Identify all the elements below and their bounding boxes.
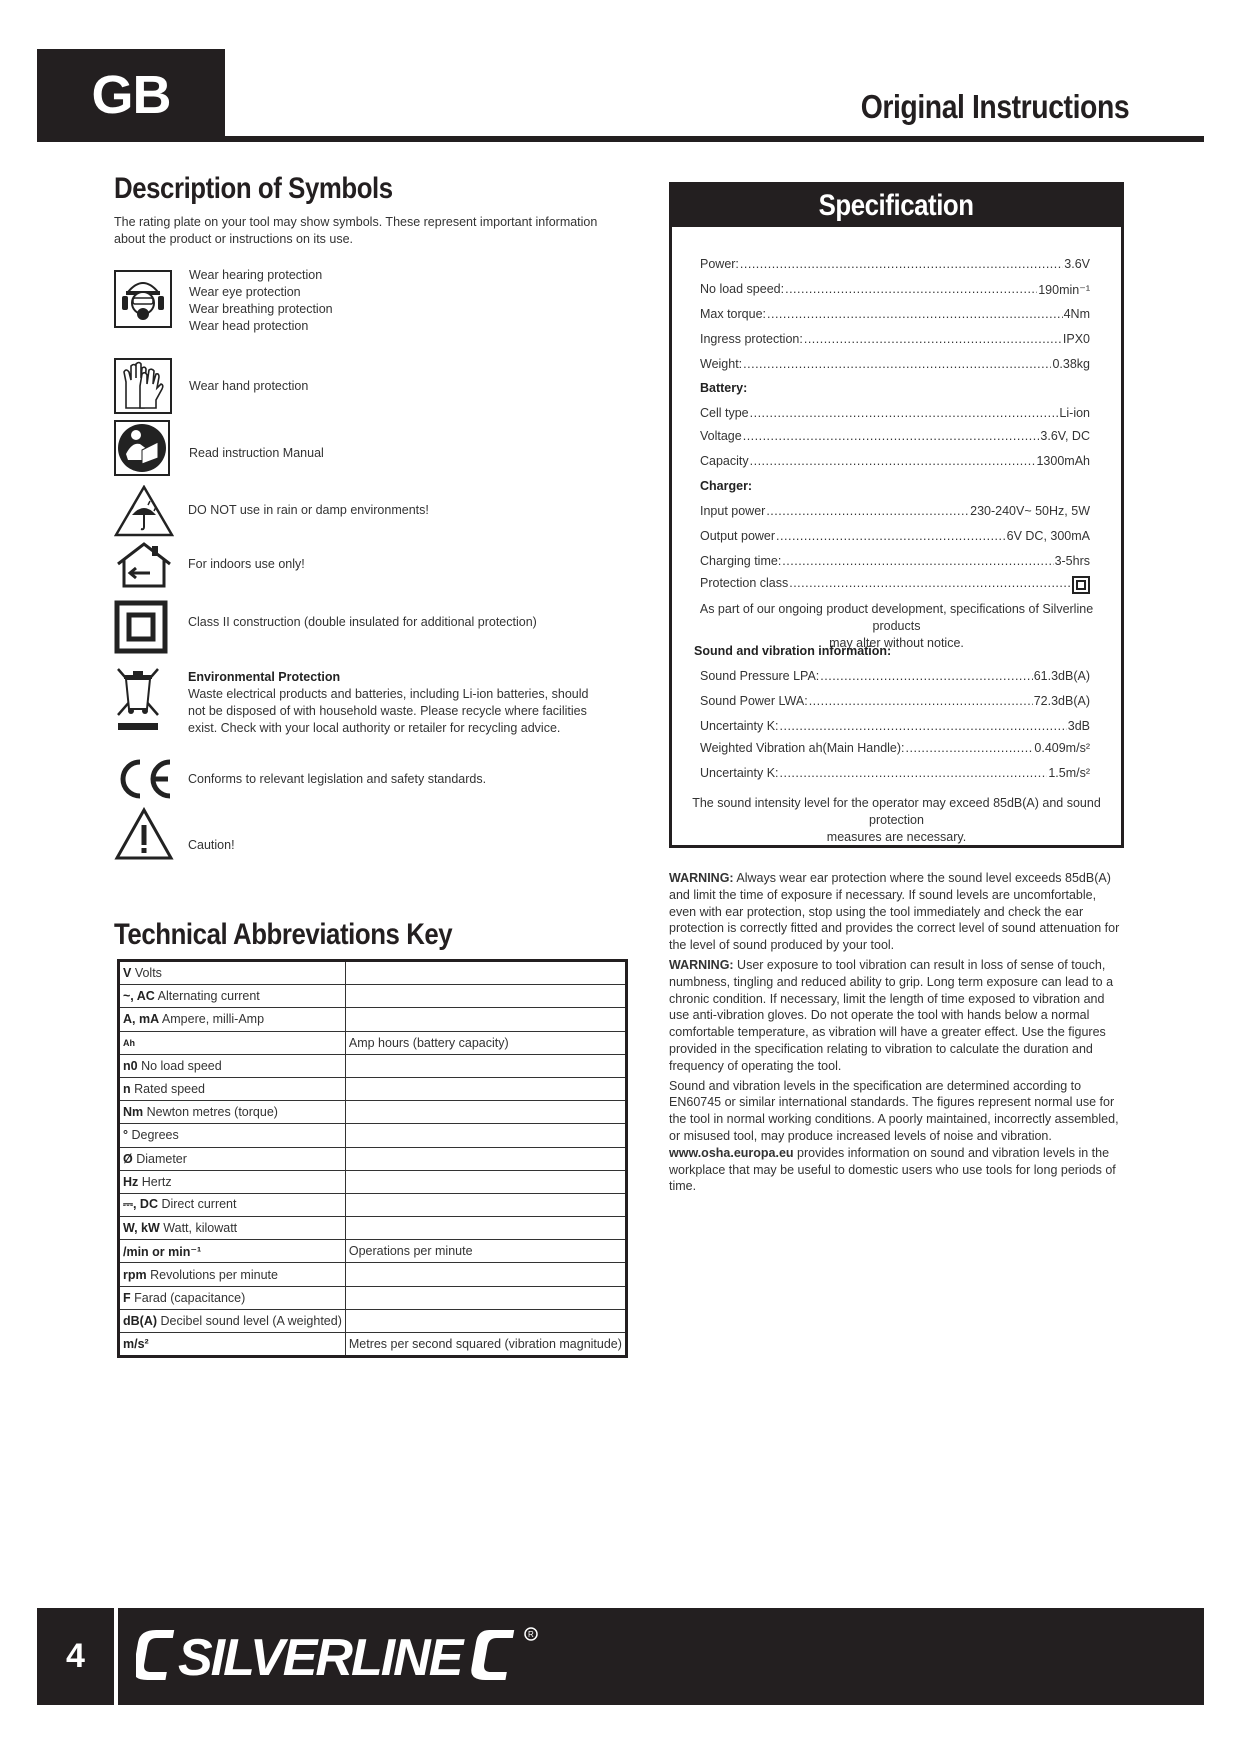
abbreviation-meaning (345, 1077, 626, 1100)
abbreviation-row (119, 1054, 627, 1077)
ppe-eye: Wear eye protection (189, 285, 301, 299)
abbreviation-row (119, 1193, 627, 1216)
abbreviation-description: Ampere, milli-Amp (161, 1012, 265, 1027)
abbreviation-code: m/s² (123, 1337, 149, 1352)
ppe-icon (114, 270, 172, 328)
abbreviation-meaning (345, 1124, 626, 1147)
spec-row: Uncertainty K: ..... 3dB (700, 719, 1090, 733)
abbreviation-code: V (123, 966, 132, 981)
symbols-intro-line: about the product or instructions on its use. (114, 232, 354, 246)
spec-note-line: may alter without notice. (829, 636, 964, 650)
page-title: Original Instructions (860, 88, 1129, 125)
footer-separator (114, 1608, 118, 1705)
specification-panel (669, 182, 1124, 848)
spec-row: Protection class ..... (700, 576, 1090, 594)
abbreviation-meaning (345, 1147, 626, 1170)
spec-row: Weight: ..... 0.38kg (700, 357, 1090, 371)
glove-icon (114, 358, 172, 414)
warning-ear (669, 870, 1124, 954)
header-rule (37, 136, 1204, 142)
abbreviation-description: Direct current (161, 1197, 237, 1212)
spec-row: Output power ..... 6V DC, 300mA (700, 529, 1090, 543)
abbreviation-description: Decibel sound level (A weighted) (160, 1313, 342, 1328)
abbreviation-description: Volts (134, 966, 162, 981)
abbreviation-description: Watt, kilowatt (163, 1221, 238, 1236)
abbreviation-term (119, 1170, 346, 1193)
abbreviation-term (119, 1309, 346, 1332)
sound-note-line: measures are necessary. (826, 830, 967, 844)
abbreviation-description: Farad (capacitance) (134, 1290, 246, 1305)
abbreviation-term (119, 961, 346, 985)
spec-row: Sound Power LWA: ..... 72.3dB(A) (700, 694, 1090, 708)
spec-row: Input power ..... 230-240V~ 50Hz, 5W (700, 504, 1090, 518)
warnings-block (669, 870, 1124, 1198)
abbreviation-row (119, 1309, 627, 1332)
abbreviation-row (119, 1147, 627, 1170)
read-manual-text: Read instruction Manual (189, 446, 324, 460)
battery-heading: Battery: (700, 381, 748, 395)
abbreviation-meaning (345, 961, 626, 985)
sound-note (682, 795, 1111, 846)
brand-wordmark: SILVERLINE (178, 1629, 462, 1687)
abbreviation-term (119, 985, 346, 1008)
class-ii-icon (114, 600, 168, 654)
symbols-intro (114, 214, 597, 248)
warning-label: WARNING: (669, 957, 734, 972)
abbreviation-row (119, 1240, 627, 1263)
abbreviations-heading: Technical Abbreviations Key (114, 918, 453, 951)
osha-link[interactable]: www.osha.europa.eu (669, 1145, 794, 1160)
abbreviation-meaning (345, 1263, 626, 1286)
abbreviation-code: ~, AC (123, 989, 155, 1004)
symbols-intro-line: The rating plate on your tool may show symbols. These represent important information (114, 215, 598, 229)
abbreviation-description: No load speed (141, 1058, 222, 1073)
ce-mark-icon (114, 756, 174, 802)
abbreviation-meaning: Operations per minute (345, 1240, 626, 1263)
abbreviation-row (119, 961, 627, 985)
abbreviation-meaning: Metres per second squared (vibration magnitude) (345, 1333, 626, 1357)
abbreviation-term (119, 1240, 346, 1263)
warning-text: Always wear ear protection where the sound level exceeds 85dB(A) and limit the time of exposure if necessary. If sound levels are uncomfortable, even with ear protection, stop using the tool immediately and check the ear protection is correctly fitted and provides the correct level of sound attenuation for the level of sound produced by your tool. (669, 871, 1120, 953)
spec-row: Power: ..... 3.6V (700, 257, 1090, 271)
abbreviation-meaning (345, 1170, 626, 1193)
abbreviations-table (117, 959, 628, 1358)
abbreviation-term (119, 1008, 346, 1031)
specification-header (672, 185, 1121, 227)
caution-icon (114, 807, 174, 861)
abbreviation-row (119, 1217, 627, 1240)
sound-vibration-info: Sound and vibration levels in the specification are determined according to EN60745 or similar international standards. The figures represent normal use for the tool in normal working conditions. A poorly maintained, incorrectly assembled, or misused tool, may produce increased levels of noise and vibration. www.osha.europa.eu provides information on sound and vibration levels in the workplace that may be useful to domestic users who use tools for long periods of time. (669, 1078, 1119, 1194)
environment-line: not be disposed of with household waste. Please recycle where facilities (188, 704, 587, 718)
abbreviation-description: Hertz (141, 1174, 172, 1189)
abbreviation-code: Ah (123, 1037, 135, 1048)
abbreviation-description: Alternating current (157, 989, 260, 1004)
abbreviation-term (119, 1333, 346, 1357)
ppe-head: Wear head protection (189, 319, 309, 333)
abbreviation-meaning (345, 1101, 626, 1124)
abbreviation-term (119, 1217, 346, 1240)
abbreviation-code: n (123, 1082, 131, 1097)
abbreviation-meaning: Amp hours (battery capacity) (345, 1031, 626, 1054)
region-badge (37, 49, 225, 141)
abbreviation-code: Ø (123, 1151, 133, 1166)
silverline-logo (136, 1620, 576, 1690)
abbreviation-code: /min or min⁻¹ (123, 1244, 202, 1259)
sound-heading: Sound and vibration information: (694, 644, 892, 658)
charger-heading: Charger: (700, 479, 753, 493)
spec-row: Voltage ..... 3.6V, DC (700, 429, 1090, 443)
indoor-use-icon (114, 540, 176, 590)
abbreviation-meaning (345, 985, 626, 1008)
abbreviation-term (119, 1031, 346, 1054)
spec-row: Uncertainty K: ..... 1.5m/s² (700, 766, 1090, 780)
caution-text: Caution! (188, 838, 235, 852)
abbreviation-row (119, 1286, 627, 1309)
abbreviation-term (119, 1054, 346, 1077)
abbreviation-description: Rated speed (134, 1082, 206, 1097)
spec-row: Weighted Vibration ah(Main Handle): ..... 0.409m/s² (700, 741, 1090, 755)
environment-line: exist. Check with your local authority or retailer for recycling advice. (188, 721, 561, 735)
page-number: 4 (66, 1637, 85, 1675)
abbreviation-term (119, 1077, 346, 1100)
class-ii-text: Class II construction (double insulated for additional protection) (188, 615, 537, 629)
indoor-use-text: For indoors use only! (188, 557, 305, 571)
abbreviation-term (119, 1193, 346, 1216)
abbreviation-description: Degrees (131, 1128, 179, 1143)
abbreviation-row (119, 985, 627, 1008)
spec-row: Sound Pressure LPA: ..... 61.3dB(A) (700, 669, 1090, 683)
abbreviation-term (119, 1124, 346, 1147)
abbreviation-code: F (123, 1290, 131, 1305)
no-rain-icon (114, 485, 174, 537)
abbreviation-row (119, 1031, 627, 1054)
class-ii-icon (1072, 576, 1090, 594)
abbreviation-row (119, 1333, 627, 1357)
abbreviation-meaning (345, 1193, 626, 1216)
hand-protection-text: Wear hand protection (189, 379, 309, 393)
ce-text: Conforms to relevant legislation and safety standards. (188, 772, 487, 786)
abbreviation-meaning (345, 1309, 626, 1332)
spec-row: Max torque: ..... 4Nm (700, 307, 1090, 321)
spec-row: Cell type ..... Li-ion (700, 406, 1090, 420)
abbreviation-code: ° (123, 1128, 128, 1143)
warning-label: WARNING: (669, 871, 734, 885)
abbreviation-code: Hz (123, 1174, 139, 1189)
abbreviation-row (119, 1124, 627, 1147)
warning-vibration (669, 957, 1124, 1075)
region-code: GB (91, 65, 171, 125)
environment-title: Environmental Protection (188, 670, 341, 684)
abbreviation-code: W, kW (123, 1221, 160, 1236)
abbreviation-term (119, 1286, 346, 1309)
abbreviation-code: Nm (123, 1105, 144, 1120)
read-manual-icon (114, 420, 170, 476)
abbreviation-meaning (345, 1054, 626, 1077)
spec-note-line: As part of our ongoing product development, specifications of Silverline products (699, 602, 1094, 633)
abbreviation-term (119, 1147, 346, 1170)
spec-row: Ingress protection: ..... IPX0 (700, 332, 1090, 346)
spec-row: Charging time: ..... 3-5hrs (700, 554, 1090, 568)
abbreviation-code: rpm (123, 1267, 147, 1282)
symbols-heading: Description of Symbols (114, 172, 393, 205)
abbreviation-row (119, 1077, 627, 1100)
spec-row: No load speed: ..... 190min⁻¹ (700, 282, 1090, 297)
weee-bin-icon (114, 665, 162, 733)
abbreviation-row (119, 1008, 627, 1031)
abbreviation-meaning (345, 1217, 626, 1240)
abbreviation-code: dB(A) (123, 1313, 158, 1328)
ppe-breathing: Wear breathing protection (189, 302, 333, 316)
abbreviation-row (119, 1170, 627, 1193)
abbreviation-code: A, mA (123, 1012, 160, 1027)
abbreviation-term (119, 1101, 346, 1124)
environment-line: Waste electrical products and batteries, including Li-ion batteries, should (188, 687, 589, 701)
abbreviation-description: Revolutions per minute (150, 1267, 278, 1282)
abbreviation-meaning (345, 1008, 626, 1031)
sound-note-line: The sound intensity level for the operator may exceed 85dB(A) and sound protection (692, 796, 1101, 827)
svg-text:R: R (528, 1630, 534, 1639)
abbreviation-description: Diameter (136, 1151, 187, 1166)
abbreviation-code: ⎓, DC (123, 1197, 158, 1212)
abbreviation-row (119, 1263, 627, 1286)
no-rain-text: DO NOT use in rain or damp environments! (188, 503, 429, 517)
abbreviation-row (119, 1101, 627, 1124)
spec-row: Capacity ..... 1300mAh (700, 454, 1090, 468)
warning-text: User exposure to tool vibration can result in loss of sense of touch, numbness, tingling and reduced ability to grip. Long term exposure can lead to a chronic condition. If necessary, limit the length of time exposed to vibration and use anti-vibration gloves. Do not operate the tool with hands below a normal comfortable temperature, as vibration will have a greater effect. Use the figures provided in the specification relating to vibration to calculate the duration and frequency of operating the tool. (669, 957, 1114, 1073)
abbreviation-description: Newton metres (torque) (146, 1105, 278, 1120)
ppe-hearing: Wear hearing protection (189, 268, 323, 282)
abbreviation-meaning (345, 1286, 626, 1309)
abbreviation-term (119, 1263, 346, 1286)
abbreviation-code: n0 (123, 1058, 138, 1073)
specification-title: Specification (819, 189, 974, 222)
